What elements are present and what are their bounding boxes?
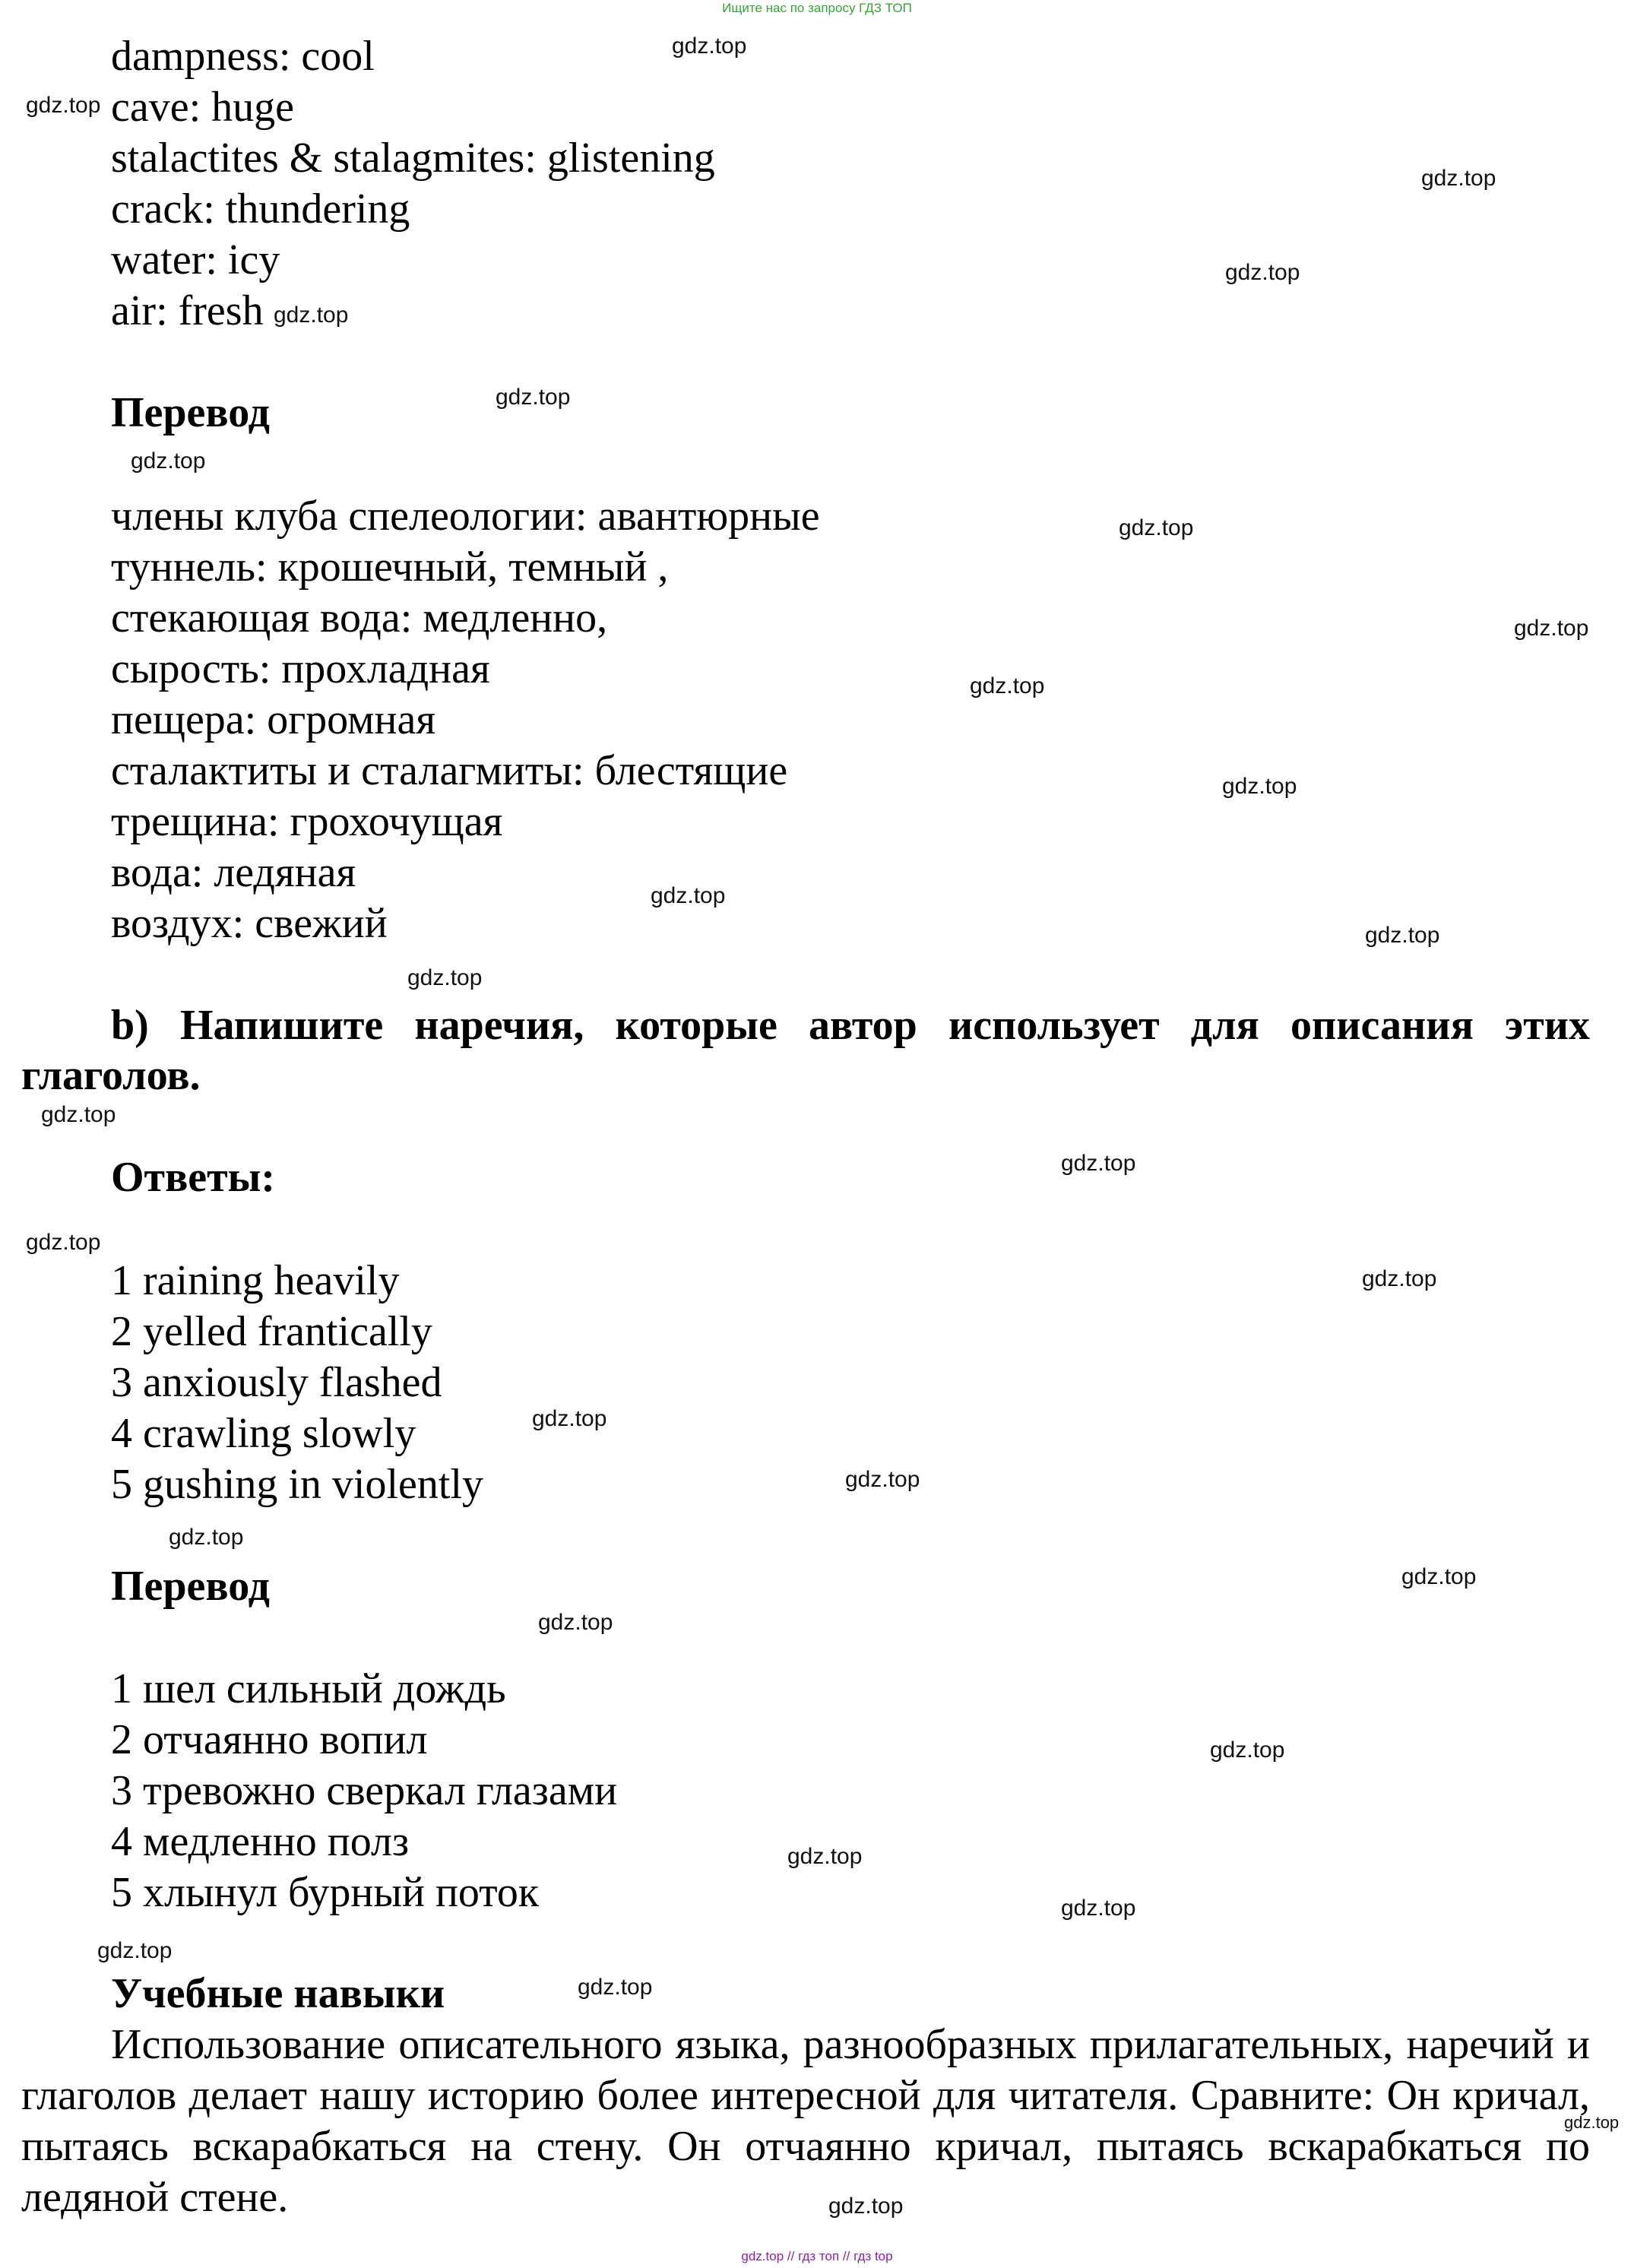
russian-line-3: стекающая вода: медленно,	[111, 594, 608, 641]
watermark: gdz.top	[828, 2194, 904, 2219]
answer-translation-line-3: 3 тревожно сверкал глазами	[111, 1767, 618, 1814]
english-line-6: air: fresh	[111, 287, 264, 334]
watermark: gdz.top	[169, 1525, 244, 1550]
watermark: gdz.top	[651, 883, 726, 908]
watermark: gdz.top	[1061, 1896, 1136, 1921]
watermark: gdz.top	[496, 385, 571, 410]
answer-translation-line-1: 1 шел сильный дождь	[111, 1665, 506, 1712]
russian-line-1: члены клуба спелеологии: авантюрные	[111, 493, 820, 540]
answer-line-3: 3 anxiously flashed	[111, 1359, 442, 1406]
watermark: gdz.top	[1421, 166, 1496, 191]
top-banner: Ищите нас по запросу ГДЗ ТОП	[722, 1, 912, 15]
answer-translation-line-5: 5 хлынул бурный поток	[111, 1869, 540, 1916]
watermark: gdz.top	[1362, 1266, 1437, 1291]
answer-line-2: 2 yelled frantically	[111, 1308, 432, 1355]
answer-line-5: 5 gushing in violently	[111, 1461, 483, 1508]
watermark: gdz.top	[1061, 1151, 1136, 1176]
watermark: gdz.top	[26, 1230, 101, 1255]
russian-line-7: трещина: грохочущая	[111, 798, 503, 845]
russian-line-6: сталактиты и сталагмиты: блестящие	[111, 747, 788, 794]
answer-line-1: 1 raining heavily	[111, 1257, 400, 1304]
watermark: gdz.top	[1401, 1564, 1477, 1589]
watermark: gdz.top	[532, 1406, 607, 1431]
translation-heading-1: Перевод	[111, 389, 270, 436]
english-line-4: crack: thundering	[111, 185, 410, 233]
task-b: b) Напишите наречия, которые автор использует для описания этих глаголов.	[21, 1002, 1590, 1099]
watermark: gdz.top	[787, 1844, 863, 1869]
answer-translation-line-4: 4 медленно полз	[111, 1818, 410, 1865]
watermark: gdz.top	[672, 33, 747, 59]
watermark: gdz.top	[1564, 2113, 1620, 2132]
watermark: gdz.top	[1225, 260, 1300, 285]
skills-paragraph: Использование описательного языка, разнообразных прилагательных, наречий и глаголов делает нашу историю более интересной для читателя. Сравните: Он кричал, пытаясь вскарабкаться на стену. Он отчаянно кричал, пытаясь вскарабкаться по ледяной стене.	[21, 2021, 1590, 2221]
watermark: gdz.top	[1210, 1737, 1285, 1763]
watermark: gdz.top	[1514, 616, 1589, 641]
watermark: gdz.top	[1119, 515, 1194, 540]
english-line-3: stalactites & stalagmites: glistening	[111, 135, 715, 182]
answer-translation-line-2: 2 отчаянно вопил	[111, 1716, 428, 1763]
answers-heading: Ответы:	[111, 1154, 276, 1201]
watermark: gdz.top	[26, 93, 101, 118]
watermark: gdz.top	[131, 448, 206, 474]
watermark: gdz.top	[845, 1467, 920, 1492]
english-line-1: dampness: cool	[111, 33, 375, 80]
watermark: gdz.top	[97, 1938, 173, 1963]
answer-line-4: 4 crawling slowly	[111, 1410, 416, 1457]
russian-line-9: воздух: свежий	[111, 900, 388, 947]
watermark: gdz.top	[41, 1102, 116, 1127]
english-line-2: cave: huge	[111, 84, 294, 131]
watermark: gdz.top	[1365, 923, 1440, 948]
english-line-5: water: icy	[111, 236, 280, 284]
watermark: gdz.top	[1222, 774, 1297, 799]
translation-heading-2: Перевод	[111, 1563, 270, 1610]
watermark: gdz.top	[970, 673, 1045, 698]
watermark: gdz.top	[407, 965, 483, 990]
watermark: gdz.top	[538, 1610, 613, 1635]
watermark: gdz.top	[274, 303, 349, 328]
russian-line-8: вода: ледяная	[111, 849, 356, 896]
russian-line-4: сырость: прохладная	[111, 645, 490, 692]
bottom-banner: gdz.top // гдз топ // гдз top	[741, 2249, 893, 2263]
skills-heading: Учебные навыки	[111, 1970, 445, 2017]
watermark: gdz.top	[578, 1975, 653, 2000]
russian-line-5: пещера: огромная	[111, 696, 436, 743]
russian-line-2: туннель: крошечный, темный ,	[111, 543, 669, 591]
